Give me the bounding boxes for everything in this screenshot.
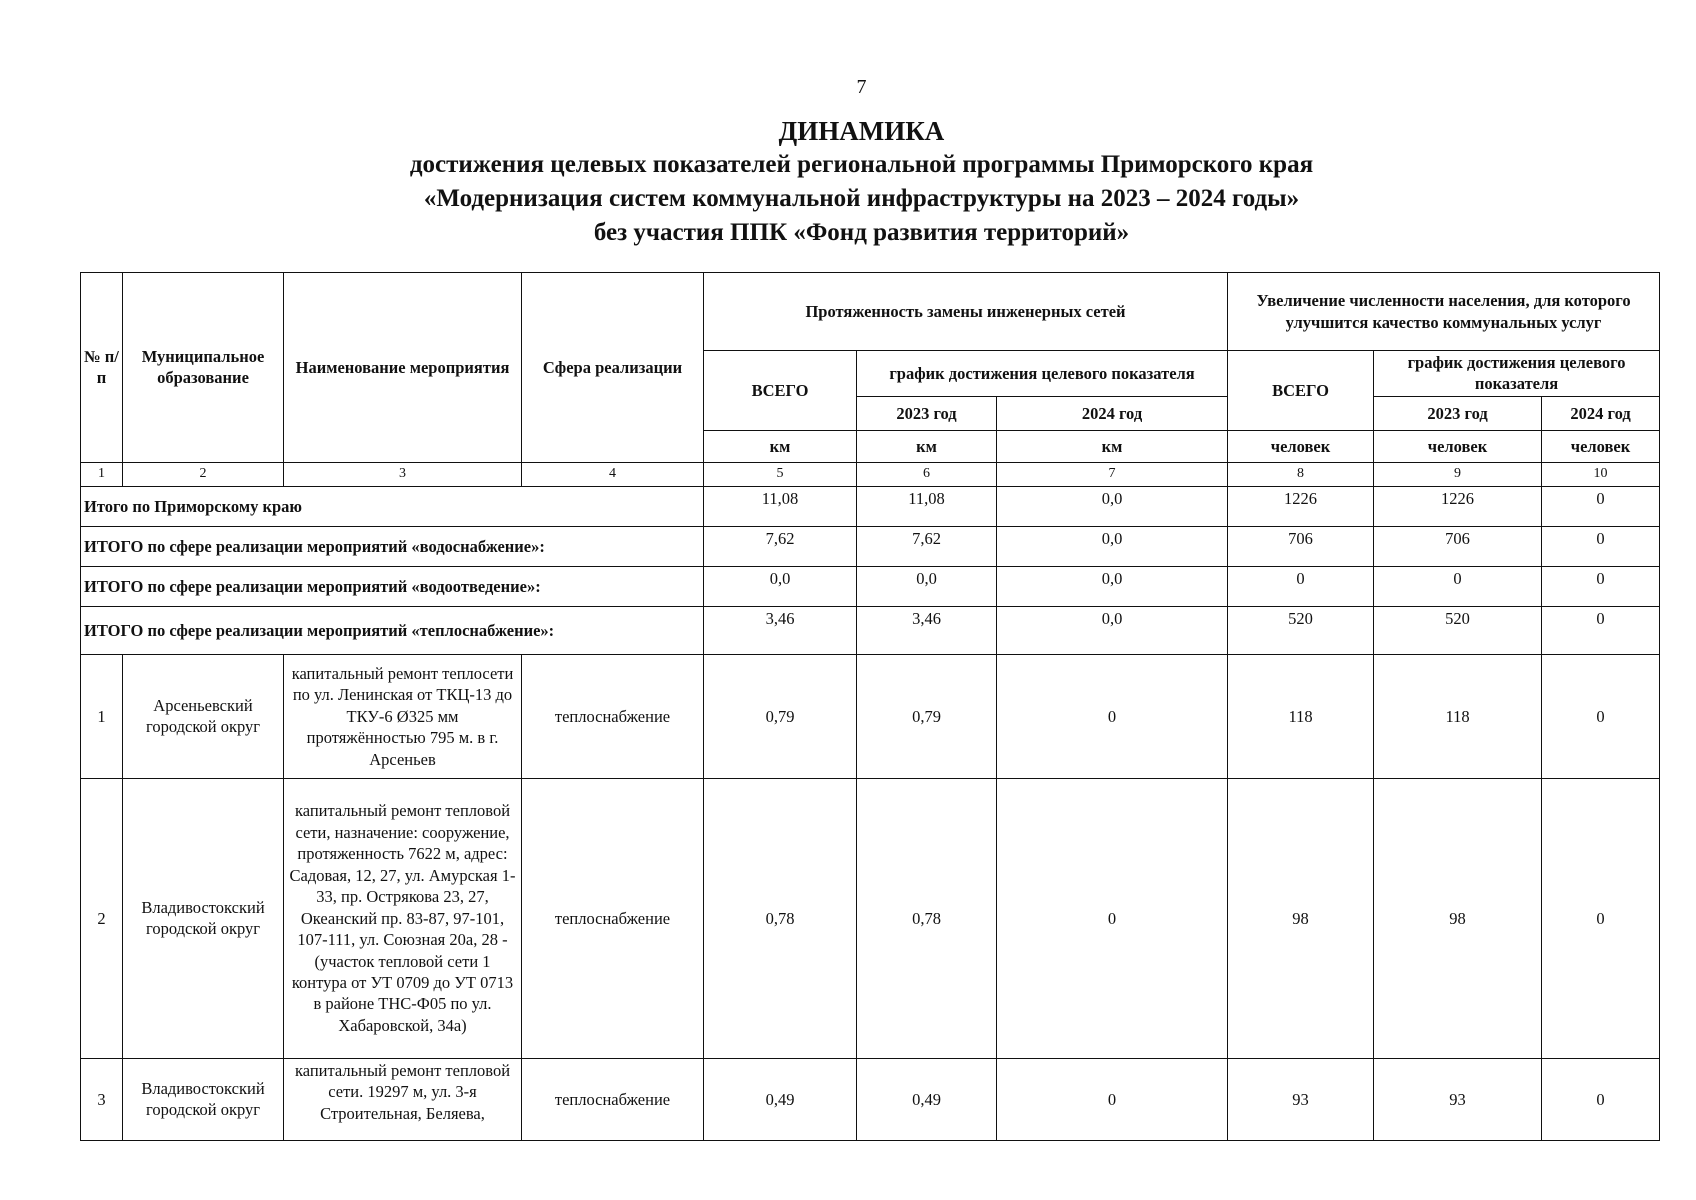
summary-value: 0 — [1542, 486, 1660, 526]
document-subtitle-line-1: достижения целевых показателей региональной программы Приморского края — [409, 151, 1314, 178]
summary-row — [81, 486, 1660, 526]
summary-label: ИТОГО по сфере реализации мероприятий «водоснабжение»: — [81, 526, 704, 566]
table-row — [81, 1058, 1660, 1140]
summary-label: ИТОГО по сфере реализации мероприятий «водоотведение»: — [81, 566, 704, 606]
summary-value: 0,0 — [857, 566, 997, 606]
summary-label: Итого по Приморскому краю — [81, 486, 704, 526]
summary-row — [81, 566, 1660, 606]
unit-people: человек — [1374, 430, 1542, 462]
row-value: 0,78 — [704, 778, 857, 1058]
summary-row — [81, 526, 1660, 566]
row-number: 1 — [81, 654, 123, 778]
row-number: 2 — [81, 778, 123, 1058]
row-value: 0,49 — [857, 1058, 997, 1140]
column-number: 8 — [1228, 462, 1374, 486]
row-value: 0 — [1542, 778, 1660, 1058]
header-population-2023: 2023 год — [1374, 396, 1542, 430]
header-population-group: Увеличение численности населения, для которого улучшится качество коммунальных услуг — [1228, 273, 1660, 351]
row-sphere: теплоснабжение — [522, 1058, 704, 1140]
row-value: 0 — [1542, 1058, 1660, 1140]
row-value: 0,78 — [857, 778, 997, 1058]
row-event: капитальный ремонт тепловой сети, назначение: сооружение, протяженность 7622 м, адрес: Садовая, 12, 27, ул. Амурская 1-33, пр. Острякова 23, 27, Океанский пр. 83-87, 97-101, 107-111, ул. Союзная 20а, 28 - (участок тепловой сети 1 контура от УТ 0709 до УТ 0713 в районе ТНС-Ф05 по ул. Хабаровской, 34а) — [284, 778, 522, 1058]
row-value: 118 — [1374, 654, 1542, 778]
row-value: 98 — [1228, 778, 1374, 1058]
column-number: 7 — [997, 462, 1228, 486]
summary-label: ИТОГО по сфере реализации мероприятий «теплоснабжение»: — [81, 606, 704, 654]
header-population-2024: 2024 год — [1542, 396, 1660, 430]
column-number: 9 — [1374, 462, 1542, 486]
row-value: 0,79 — [857, 654, 997, 778]
table-row — [81, 778, 1660, 1058]
row-value: 0 — [997, 778, 1228, 1058]
summary-value: 11,08 — [704, 486, 857, 526]
header-networks-2023: 2023 год — [857, 396, 997, 430]
column-number: 3 — [284, 462, 522, 486]
page-number: 7 — [856, 76, 867, 98]
summary-value: 0 — [1542, 526, 1660, 566]
document-title: ДИНАМИКА — [778, 116, 945, 146]
summary-value: 7,62 — [704, 526, 857, 566]
unit-km: км — [857, 430, 997, 462]
unit-people: человек — [1542, 430, 1660, 462]
column-number: 2 — [123, 462, 284, 486]
header-population-total: ВСЕГО — [1228, 351, 1374, 431]
header-municipality: Муниципальное образование — [123, 273, 284, 463]
summary-value: 520 — [1228, 606, 1374, 654]
row-value: 118 — [1228, 654, 1374, 778]
header-networks-group: Протяженность замены инженерных сетей — [704, 273, 1228, 351]
summary-value: 0 — [1542, 606, 1660, 654]
unit-km: км — [704, 430, 857, 462]
row-value: 0 — [1542, 654, 1660, 778]
row-sphere: теплоснабжение — [522, 778, 704, 1058]
row-event: капитальный ремонт тепловой сети. 19297 м, ул. 3-я Строительная, Беляева, — [284, 1058, 522, 1140]
header-num: № п/п — [81, 273, 123, 463]
document-subtitle-line-3: без участия ППК «Фонд развития территорий» — [593, 219, 1130, 246]
indicators-table — [80, 272, 1660, 1141]
summary-value: 0 — [1374, 566, 1542, 606]
row-value: 0 — [997, 654, 1228, 778]
summary-value: 0,0 — [997, 566, 1228, 606]
row-value: 0 — [997, 1058, 1228, 1140]
header-networks-schedule: график достижения целевого показателя — [857, 351, 1228, 397]
row-value: 98 — [1374, 778, 1542, 1058]
row-event: капитальный ремонт теплосети по ул. Ленинская от ТКЦ-13 до ТКУ-6 Ø325 мм протяжённостью 795 м. в г. Арсеньев — [284, 654, 522, 778]
summary-value: 1226 — [1374, 486, 1542, 526]
row-number: 3 — [81, 1058, 123, 1140]
summary-value: 7,62 — [857, 526, 997, 566]
summary-value: 0 — [1542, 566, 1660, 606]
document-subtitle-line-2: «Модернизация систем коммунальной инфраструктуры на 2023 – 2024 годы» — [423, 185, 1300, 212]
summary-value: 3,46 — [704, 606, 857, 654]
unit-km: км — [997, 430, 1228, 462]
summary-value: 1226 — [1228, 486, 1374, 526]
header-sphere: Сфера реализации — [522, 273, 704, 463]
summary-row — [81, 606, 1660, 654]
column-number: 4 — [522, 462, 704, 486]
summary-value: 0,0 — [997, 526, 1228, 566]
summary-value: 0,0 — [704, 566, 857, 606]
table-row — [81, 654, 1660, 778]
unit-people: человек — [1228, 430, 1374, 462]
summary-value: 0 — [1228, 566, 1374, 606]
row-value: 0,49 — [704, 1058, 857, 1140]
header-population-schedule: график достижения целевого показателя — [1374, 351, 1660, 397]
summary-value: 706 — [1374, 526, 1542, 566]
column-number: 6 — [857, 462, 997, 486]
summary-value: 0,0 — [997, 486, 1228, 526]
summary-value: 520 — [1374, 606, 1542, 654]
column-number: 5 — [704, 462, 857, 486]
summary-value: 3,46 — [857, 606, 997, 654]
row-sphere: теплоснабжение — [522, 654, 704, 778]
row-value: 93 — [1374, 1058, 1542, 1140]
summary-value: 0,0 — [997, 606, 1228, 654]
column-number: 1 — [81, 462, 123, 486]
row-value: 93 — [1228, 1058, 1374, 1140]
row-value: 0,79 — [704, 654, 857, 778]
header-networks-2024: 2024 год — [997, 396, 1228, 430]
row-municipality: Владивостокский городской округ — [123, 1058, 284, 1140]
header-networks-total: ВСЕГО — [704, 351, 857, 431]
header-event: Наименование мероприятия — [284, 273, 522, 463]
summary-value: 706 — [1228, 526, 1374, 566]
column-number: 10 — [1542, 462, 1660, 486]
row-municipality: Арсеньевский городской округ — [123, 654, 284, 778]
row-municipality: Владивостокский городской округ — [123, 778, 284, 1058]
summary-value: 11,08 — [857, 486, 997, 526]
